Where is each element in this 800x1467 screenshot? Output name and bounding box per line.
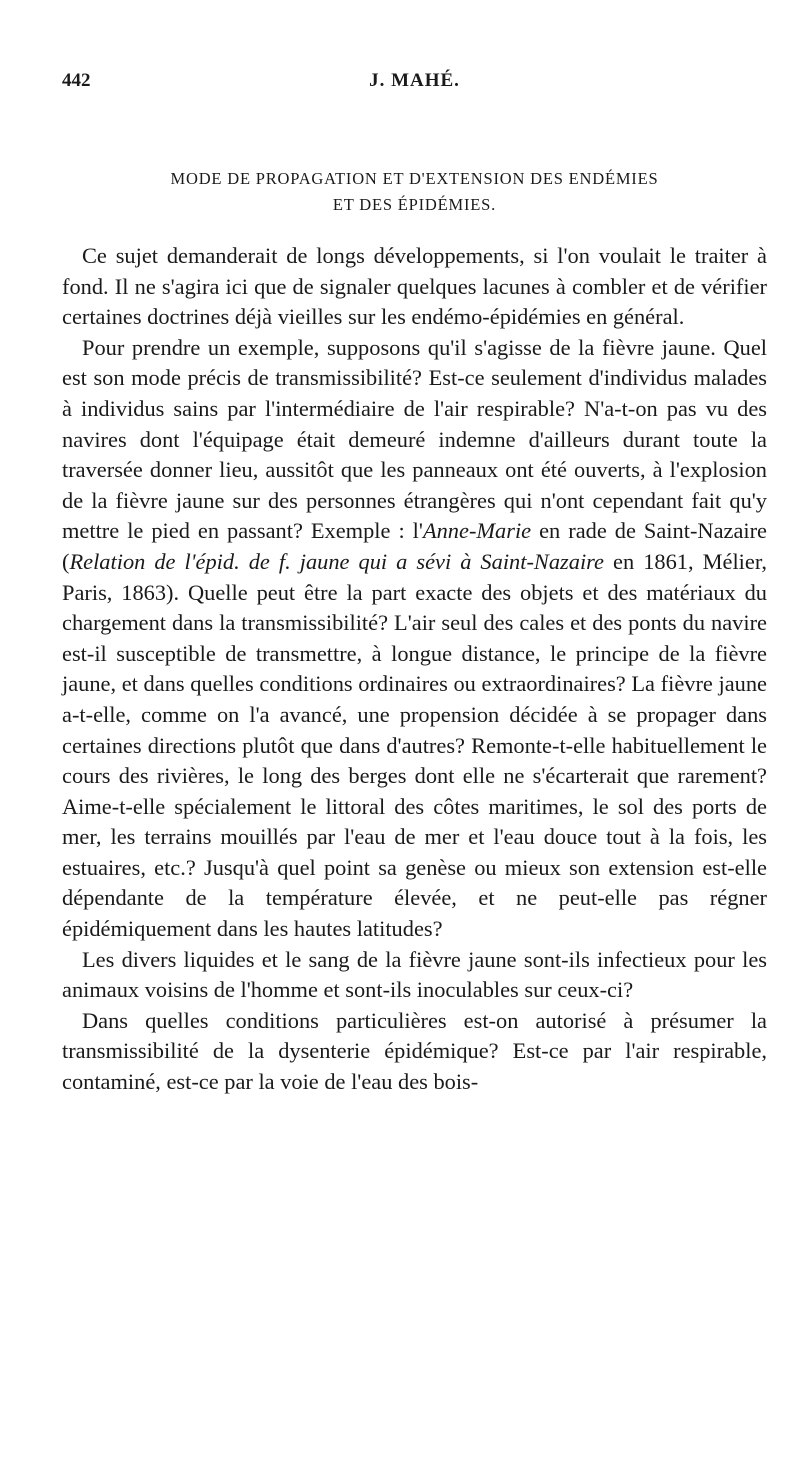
- section-title-line-1: MODE DE PROPAGATION ET D'EXTENSION DES ENDÉMIES: [170, 169, 659, 188]
- running-head: [62, 70, 767, 100]
- section-title: [62, 166, 767, 218]
- paragraph-2-text-a: Pour prendre un exemple, supposons qu'il s'agisse de la fièvre jaune. Quel est son mode précis de transmissibilité? Est-ce seulement d'individus malades à individus sains par l'intermédiaire de l'air respirable? N'a-t-on pas vu des navires dont l'équipage était demeuré indemne d'ailleurs durant toute la traversée donner lieu, aussitôt que les panneaux ont été ouverts, à l'explosion de la fièvre jaune sur des personnes étrangères qui n'ont cependant fait qu'y mettre le pied en passant? Exemple : l': [62, 334, 767, 544]
- paragraph-4: Dans quelles conditions particulières est-on autorisé à présumer la transmissibilité de la dysenterie épidémique? Est-ce par l'air respirable, contaminé, est-ce par la voie de l'eau des bois-: [62, 1007, 767, 1095]
- citation-title: Relation de l'épid. de f. jaune qui a sévi à Saint-Nazaire: [69, 548, 604, 574]
- running-author: J. MAHÉ.: [369, 70, 460, 91]
- paragraph-3: Les divers liquides et le sang de la fièvre jaune sont-ils infectieux pour les animaux voisins de l'homme et sont-ils inoculables sur ceux-ci?: [62, 946, 767, 1003]
- body-text: [62, 241, 767, 1098]
- ship-name: Anne-Marie: [422, 518, 532, 544]
- paragraph-2-text-b: en rade de Saint-Nazaire (: [62, 518, 767, 574]
- book-page: [62, 70, 767, 1098]
- paragraph-2-text-c: en 1861, Mélier, Paris, 1863). Quelle peut être la part exacte des objets et des matériaux du chargement dans la transmissibilité? L'air seul des cales et des ponts du navire est-il susceptible de transmettre, à longue distance, le principe de la fièvre jaune, et dans quelles conditions ordinaires ou extraordinaires? La fièvre jaune a-t-elle, comme on l'a avancé, une propension décidée à se propager dans certaines directions plutôt que dans d'autres? Remonte-t-elle habituellement le cours des rivières, le long des berges dont elle ne s'écarterait que rarement? Aime-t-elle spécialement le littoral des côtes maritimes, le sol des ports de mer, les terrains mouillés par l'eau de mer et l'eau douce tout à la fois, les estuaires, etc.? Jusqu'à quel point sa genèse ou mieux son extension est-elle dépendante de la température élevée, et ne peut-elle pas régner épidémiquement dans les hautes latitudes?: [62, 548, 767, 942]
- paragraph-2: [62, 333, 767, 945]
- page-number: 442: [62, 70, 91, 91]
- paragraph-1: Ce sujet demanderait de longs développements, si l'on voulait le traiter à fond. Il ne s'agira ici que de signaler quelques lacunes à combler et de vérifier certaines doctrines déjà vieilles sur les endémo-épidémies en général.: [62, 243, 767, 330]
- section-title-line-2: ET DES ÉPIDÉMIES.: [332, 195, 497, 214]
